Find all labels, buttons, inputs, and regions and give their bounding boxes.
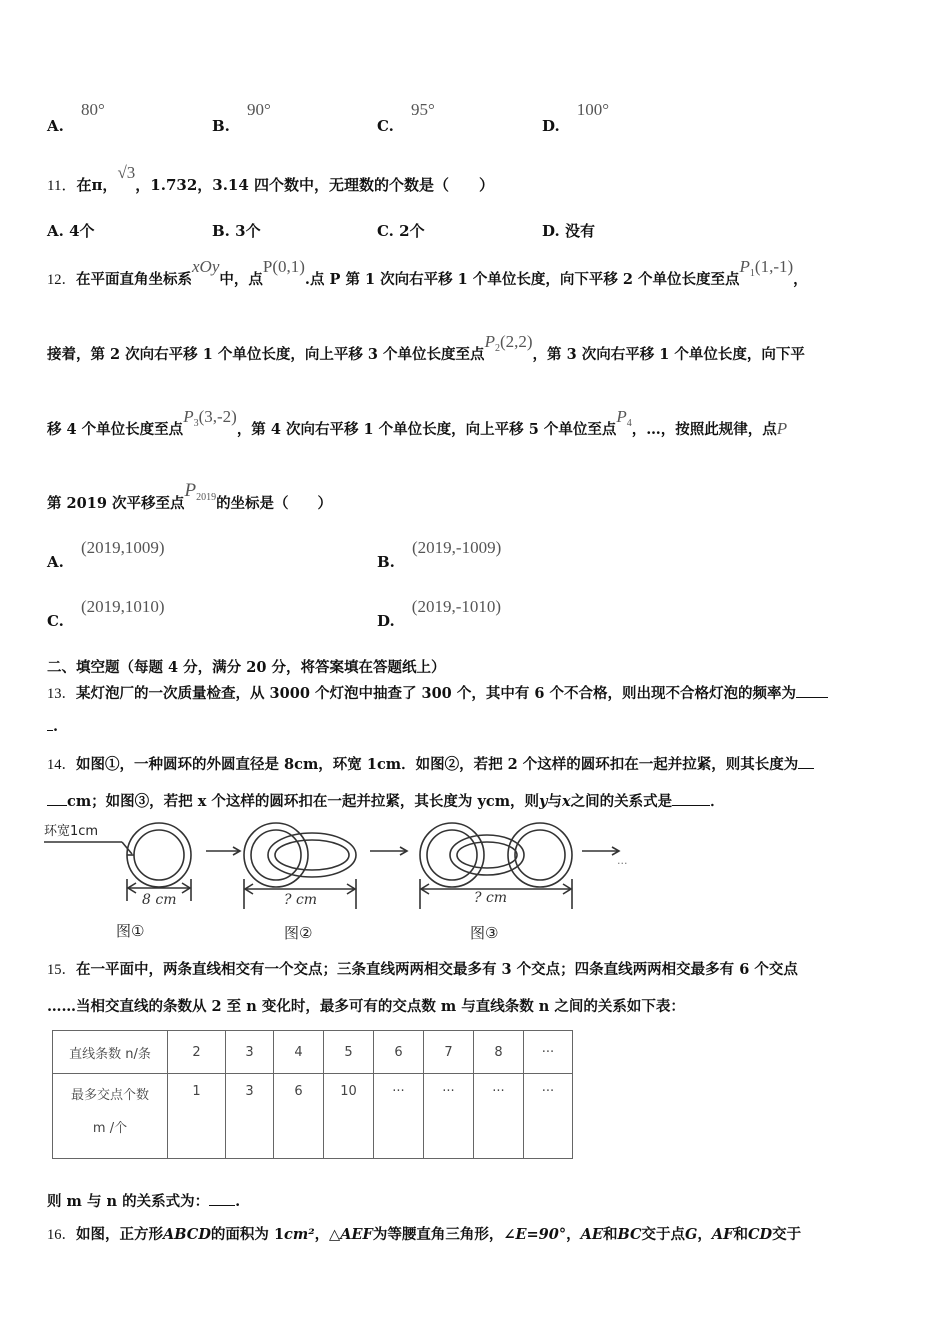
row-header-n: 直线条数 n/条 bbox=[53, 1031, 168, 1074]
table-row bbox=[53, 1074, 573, 1159]
question-15-line2 bbox=[47, 995, 685, 1016]
p-label: P bbox=[184, 480, 197, 501]
question-text: 在π， bbox=[76, 176, 118, 194]
question-text: ， bbox=[566, 1226, 581, 1243]
question-16 bbox=[47, 1223, 801, 1244]
question-text: ，△ bbox=[314, 1226, 341, 1243]
question-14-line1 bbox=[47, 753, 814, 774]
table-cell: 1 bbox=[168, 1074, 226, 1159]
question-text: 和 bbox=[733, 1226, 748, 1243]
ellipsis: ... bbox=[617, 854, 628, 867]
table-cell: ··· bbox=[524, 1074, 573, 1159]
angle-e: E=90° bbox=[515, 1226, 567, 1243]
sqrt3: √3 bbox=[117, 163, 136, 182]
option-label: D. bbox=[542, 117, 560, 135]
answer-blank[interactable] bbox=[796, 685, 828, 698]
table-cell: 2 bbox=[168, 1031, 226, 1074]
question-number: 13． bbox=[47, 686, 76, 702]
answer-blank[interactable] bbox=[798, 756, 814, 769]
q12-option-a bbox=[47, 538, 165, 571]
table-cell: 3 bbox=[226, 1031, 274, 1074]
answer-blank[interactable] bbox=[672, 793, 710, 806]
question-15-answer bbox=[47, 1190, 240, 1211]
table-cell: 5 bbox=[324, 1031, 374, 1074]
question-text: 为等腰直角三角形，∠ bbox=[372, 1226, 516, 1243]
option-value: (2019,1010) bbox=[81, 597, 165, 616]
punct: . bbox=[235, 1193, 241, 1210]
subscript: 4 bbox=[626, 418, 632, 429]
question-text: cm；如图③，若把 x 个这样的圆环扣在一起并拉紧，其长度为 ycm，则 bbox=[67, 793, 540, 810]
q11-option-c bbox=[377, 220, 425, 241]
subscript: 3 bbox=[193, 418, 199, 429]
question-text: ，…，按照此规律，点 bbox=[631, 421, 777, 438]
coord: (3,-2) bbox=[198, 407, 237, 426]
question-12-line2 bbox=[47, 332, 805, 364]
punct: ． bbox=[710, 793, 725, 810]
fig1-caption: 图① bbox=[116, 922, 145, 940]
question-15-line1 bbox=[47, 958, 798, 979]
question-number: 16． bbox=[47, 1227, 76, 1243]
p-label: P bbox=[484, 332, 495, 351]
question-text: 在平面直角坐标系 bbox=[76, 271, 192, 288]
question-12-line4 bbox=[47, 480, 333, 514]
fig3-dimension: ? cm bbox=[474, 890, 508, 906]
question-13 bbox=[47, 682, 828, 703]
option-label: C. bbox=[377, 117, 394, 135]
table-cell: 7 bbox=[424, 1031, 474, 1074]
option-label: A. bbox=[47, 553, 64, 571]
table-cell: ··· bbox=[424, 1074, 474, 1159]
question-12-line1 bbox=[47, 257, 808, 289]
option-value: 4个 bbox=[69, 222, 95, 240]
segment-cd: CD bbox=[747, 1226, 773, 1243]
point-p4 bbox=[616, 407, 632, 429]
q11-option-a bbox=[47, 220, 95, 241]
table-cell: ··· bbox=[524, 1031, 573, 1074]
option-value: (2019,-1009) bbox=[412, 538, 502, 557]
question-number: 15． bbox=[47, 962, 76, 978]
subscript: 2 bbox=[494, 343, 500, 354]
point-p2019 bbox=[184, 480, 217, 503]
table-cell: ··· bbox=[374, 1074, 424, 1159]
q11-option-b bbox=[212, 220, 261, 241]
var-x: x bbox=[562, 793, 571, 810]
point-p1 bbox=[739, 257, 794, 279]
option-label: B. bbox=[212, 222, 230, 240]
option-label: B. bbox=[377, 553, 395, 571]
q12-option-d bbox=[377, 597, 502, 630]
option-label: D. bbox=[542, 222, 560, 240]
row-header-m bbox=[53, 1074, 168, 1159]
fig1-dimension: 8 cm bbox=[142, 892, 177, 908]
option-value: 90° bbox=[247, 100, 271, 119]
question-text: ，1.732，3.14 四个数中，无理数的个数是（ ） bbox=[135, 176, 495, 194]
p-label: P bbox=[616, 407, 627, 426]
xoy-label: xOy bbox=[192, 257, 220, 276]
square-abcd: ABCD bbox=[163, 1226, 211, 1243]
question-text: 之间的关系式是 bbox=[570, 793, 673, 810]
var-y: y bbox=[539, 793, 548, 810]
question-text: 在一平面中，两条直线相交有一个交点；三条直线两两相交最多有 3 个交点；四条直线两两相交最多有 6 个交点 bbox=[76, 961, 798, 978]
q10-option-c bbox=[377, 100, 435, 135]
ring-width-label: 环宽1cm bbox=[44, 824, 99, 839]
fig2-caption: 图② bbox=[284, 924, 313, 942]
question-text: 如图，正方形 bbox=[76, 1226, 163, 1243]
unit-cm2: cm² bbox=[284, 1226, 315, 1243]
option-value: 95° bbox=[411, 100, 435, 119]
q10-option-a bbox=[47, 100, 105, 135]
table-cell: 3 bbox=[226, 1074, 274, 1159]
header-line: m /个 bbox=[92, 1121, 128, 1136]
q11-option-d bbox=[542, 220, 595, 241]
option-label: A. bbox=[47, 117, 64, 135]
question-11 bbox=[47, 163, 495, 195]
punct: . bbox=[53, 718, 59, 735]
subscript: 2019 bbox=[196, 492, 217, 503]
option-value: (2019,-1010) bbox=[411, 597, 502, 616]
question-text: 如图①，一种圆环的外圆直径是 8cm，环宽 1cm．如图②，若把 2 个这样的圆环扣在一起并拉紧，则其长度为 bbox=[76, 756, 799, 773]
question-number: 12． bbox=[47, 272, 76, 288]
option-label: C. bbox=[377, 222, 394, 240]
coord: (2,2) bbox=[499, 332, 533, 351]
question-text: 第 2019 次平移至点 bbox=[47, 495, 185, 512]
option-label: B. bbox=[212, 117, 230, 135]
question-text: 某灯泡厂的一次质量检查，从 3000 个灯泡中抽查了 300 个，其中有 6 个不合格，则出现不合格灯泡的频率为 bbox=[76, 685, 796, 702]
question-13-cont bbox=[47, 718, 58, 735]
option-value: (2019,1009) bbox=[80, 538, 165, 557]
question-text: ，第 3 次向右平移 1 个单位长度，向下平 bbox=[532, 346, 805, 363]
option-label: C. bbox=[47, 612, 64, 630]
ring-figure bbox=[44, 816, 644, 946]
point-p2 bbox=[484, 332, 533, 354]
p-label: P bbox=[776, 419, 788, 438]
table-cell: 10 bbox=[324, 1074, 374, 1159]
fig3-caption: 图③ bbox=[470, 924, 499, 942]
option-value: 2个 bbox=[399, 222, 425, 240]
triangle-aef: AEF bbox=[340, 1226, 373, 1243]
segment-bc: BC bbox=[617, 1226, 642, 1243]
question-text: ……当相交直线的条数从 2 至 n 变化时，最多可有的交点数 m 与直线条数 n 之间的关系如下表： bbox=[47, 998, 685, 1015]
answer-blank[interactable] bbox=[209, 1193, 235, 1206]
lines-intersections-table bbox=[52, 1030, 573, 1159]
question-text: 移 4 个单位长度至点 bbox=[47, 421, 184, 438]
option-value: 100° bbox=[576, 100, 610, 119]
fig2-dimension: ? cm bbox=[284, 892, 318, 908]
table-cell: 4 bbox=[274, 1031, 324, 1074]
question-text: 接着，第 2 次向右平移 1 个单位长度，向上平移 3 个单位长度至点 bbox=[47, 346, 485, 363]
point-p bbox=[777, 419, 787, 438]
table-cell: 6 bbox=[274, 1074, 324, 1159]
table-row bbox=[53, 1031, 573, 1074]
header-line: 最多交点个数 bbox=[70, 1088, 149, 1103]
question-text: 与 bbox=[547, 793, 562, 810]
question-12-line3 bbox=[47, 407, 788, 439]
q12-option-c bbox=[47, 597, 165, 630]
question-text: ，第 4 次向右平移 1 个单位长度，向上平移 5 个单位至点 bbox=[236, 421, 617, 438]
table-cell: 8 bbox=[474, 1031, 524, 1074]
question-text: 的面积为 1 bbox=[210, 1226, 285, 1243]
question-text: ， bbox=[793, 271, 808, 288]
option-label: D. bbox=[377, 612, 395, 630]
point-p0: P(0,1) bbox=[262, 257, 305, 276]
segment-ae: AE bbox=[580, 1226, 603, 1243]
section-2-title: 二、填空题（每题 4 分，满分 20 分，将答案填在答题纸上） bbox=[47, 659, 446, 676]
question-number: 14． bbox=[47, 757, 76, 773]
option-value: 3个 bbox=[235, 222, 261, 240]
option-value: 没有 bbox=[564, 222, 595, 240]
question-text: 的坐标是（ ） bbox=[216, 495, 333, 512]
table-cell: ··· bbox=[474, 1074, 524, 1159]
table-cell: 6 bbox=[374, 1031, 424, 1074]
q10-option-b bbox=[212, 100, 271, 135]
p-label: P bbox=[183, 407, 194, 426]
q10-option-d bbox=[542, 100, 610, 135]
question-text: .点 P 第 1 次向右平移 1 个单位长度，向下平移 2 个单位长度至点 bbox=[304, 271, 740, 288]
math-xoy bbox=[192, 257, 219, 276]
p-label: P bbox=[739, 257, 750, 276]
question-text: ， bbox=[697, 1226, 712, 1243]
question-text: 则 m 与 n 的关系式为： bbox=[47, 1193, 210, 1210]
segment-af: AF bbox=[711, 1226, 734, 1243]
option-label: A. bbox=[47, 222, 64, 240]
q12-option-b bbox=[377, 538, 502, 571]
question-text: 交于点 bbox=[641, 1226, 686, 1243]
question-text: 中，点 bbox=[219, 271, 263, 288]
subscript: 1 bbox=[749, 268, 755, 279]
question-14-line2 bbox=[47, 790, 725, 811]
question-text: 和 bbox=[602, 1226, 618, 1243]
point-p3 bbox=[183, 407, 237, 429]
option-value: 80° bbox=[80, 100, 105, 119]
question-number: 11． bbox=[47, 178, 77, 194]
coord: (1,-1) bbox=[754, 257, 794, 276]
answer-blank[interactable] bbox=[47, 793, 67, 806]
point-g: G bbox=[685, 1226, 698, 1243]
question-text: 交于 bbox=[772, 1226, 802, 1243]
